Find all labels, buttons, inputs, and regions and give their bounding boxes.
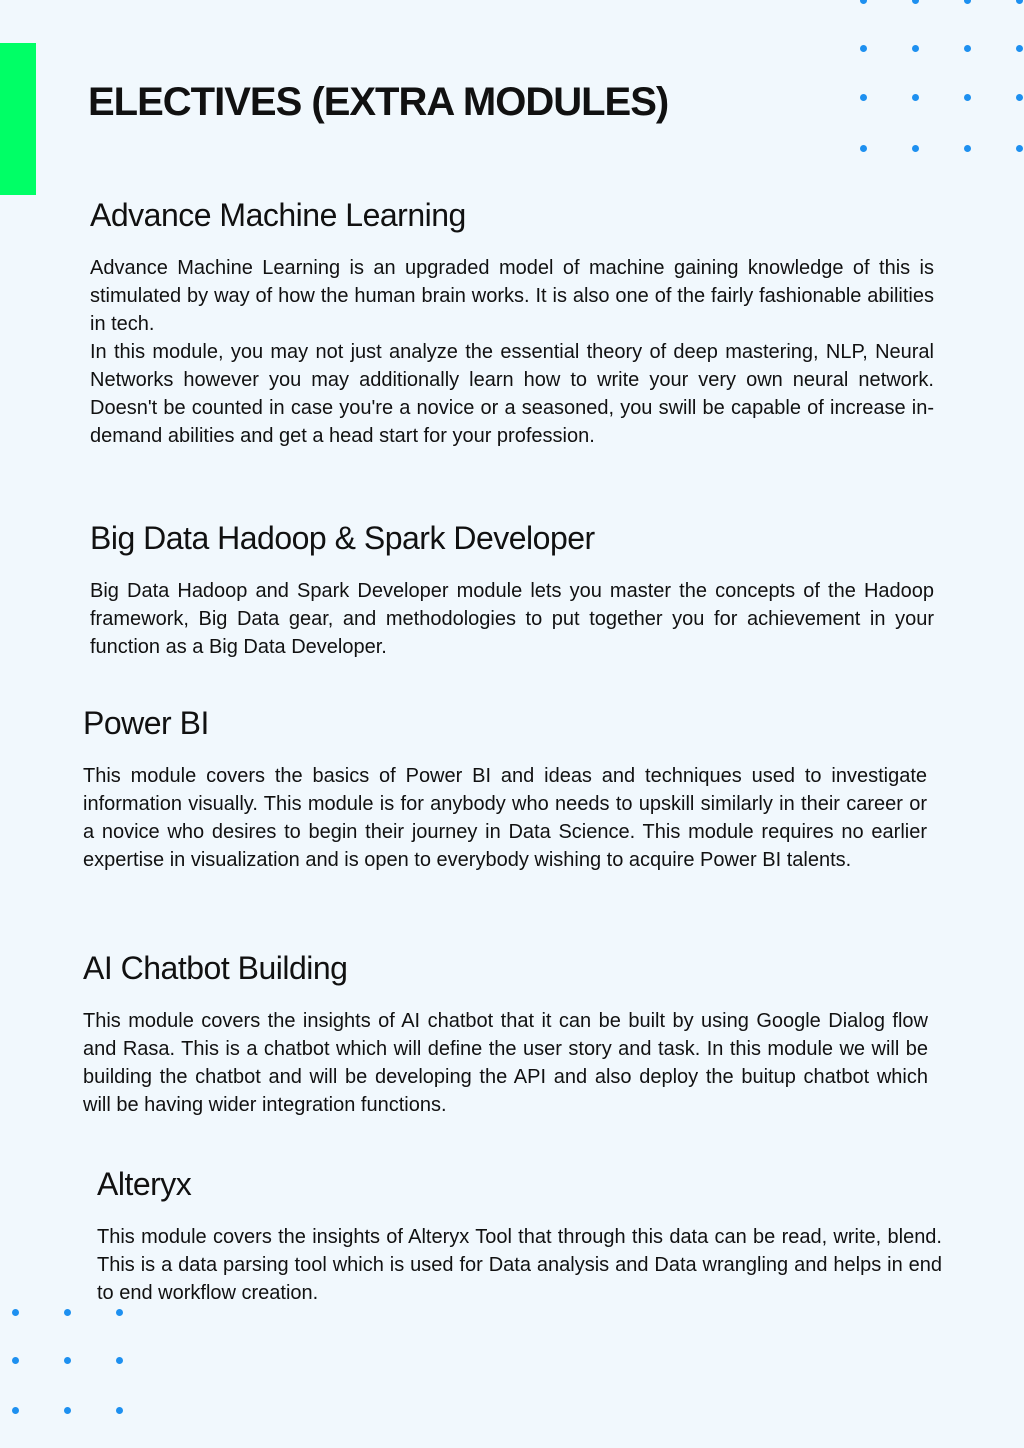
decorative-dot: [64, 1357, 71, 1364]
decorative-dot: [12, 1357, 19, 1364]
section-heading: Big Data Hadoop & Spark Developer: [90, 520, 595, 556]
decorative-dot: [912, 145, 919, 152]
decorative-dot: [1016, 45, 1023, 52]
decorative-dot: [912, 94, 919, 101]
section-paragraph: This module covers the basics of Power BI and ideas and techniques used to investigate information visually. This module is for anybody who needs to upskill similarly in their career or a novice who desires to begin their journey in Data Science. This module requires no earlier expertise in visualization and is open to everybody wishing to acquire Power BI talents.: [83, 765, 927, 871]
decorative-dot: [860, 94, 867, 101]
decorative-dot: [12, 1309, 19, 1316]
decorative-dot: [64, 1407, 71, 1414]
section-heading: Advance Machine Learning: [90, 197, 466, 233]
decorative-dot: [1016, 145, 1023, 152]
section-big-data-hadoop-spark: [90, 520, 934, 661]
decorative-dot: [912, 45, 919, 52]
decorative-dot: [64, 1309, 71, 1316]
section-heading: AI Chatbot Building: [83, 950, 348, 986]
section-advance-machine-learning: [90, 197, 934, 450]
decorative-dot: [116, 1357, 123, 1364]
decorative-dot: [912, 0, 919, 4]
decorative-dot: [116, 1309, 123, 1316]
section-paragraph: In this module, you may not just analyze the essential theory of deep mastering, NLP, Neural Networks however you may additionally learn how to write your very own neural network. Doesn't be counted in case you're a novice or a seasoned, you swill be capable of increase in-demand abilities and get a head start for your profession.: [90, 341, 934, 447]
decorative-dot: [964, 0, 971, 4]
decorative-dot: [116, 1407, 123, 1414]
decorative-dot: [964, 145, 971, 152]
decorative-dot: [1016, 94, 1023, 101]
page-title: ELECTIVES (EXTRA MODULES): [88, 80, 669, 124]
section-paragraph: This module covers the insights of AI chatbot that it can be built by using Google Dialog flow and Rasa. This is a chatbot which will define the user story and task. In this module we will be building the chatbot and will be developing the API and also deploy the buitup chatbot which will be having wider integration functions.: [83, 1010, 928, 1116]
section-ai-chatbot-building: [83, 950, 928, 1119]
decorative-dot: [860, 145, 867, 152]
section-power-bi: [83, 705, 927, 874]
decorative-dot: [964, 45, 971, 52]
decorative-dot: [860, 0, 867, 4]
dot-pattern-top-right: [0, 0, 1024, 160]
section-alteryx: [97, 1166, 942, 1307]
section-paragraph: This module covers the insights of Alteryx Tool that through this data can be read, write, blend. This is a data parsing tool which is used for Data analysis and Data wrangling and helps in end to end workflow creation.: [97, 1226, 942, 1304]
section-paragraph: Advance Machine Learning is an upgraded model of machine gaining knowledge of this is stimulated by way of how the human brain works. It is also one of the fairly fashionable abilities in tech.: [90, 257, 934, 335]
decorative-dot: [860, 45, 867, 52]
decorative-dot: [12, 1407, 19, 1414]
decorative-dot: [1016, 0, 1023, 4]
section-paragraph: Big Data Hadoop and Spark Developer module lets you master the concepts of the Hadoop framework, Big Data gear, and methodologies to put together you for achievement in your function as a Big Data Developer.: [90, 580, 934, 658]
dot-pattern-bottom-left: [0, 1300, 140, 1420]
decorative-dot: [964, 94, 971, 101]
section-heading: Alteryx: [97, 1166, 192, 1202]
section-heading: Power BI: [83, 705, 209, 741]
